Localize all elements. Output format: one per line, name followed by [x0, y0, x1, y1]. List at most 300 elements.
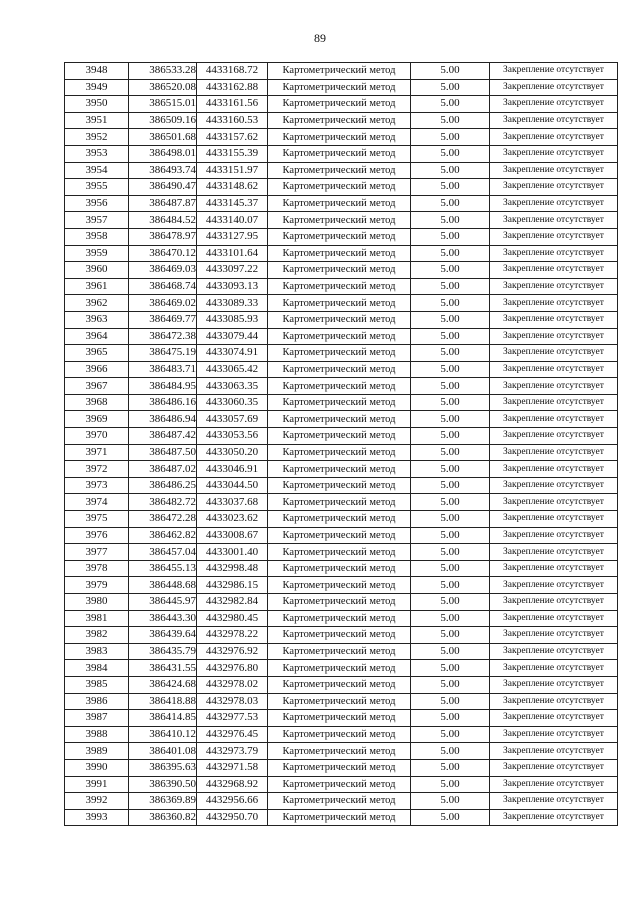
accuracy-cell: 5.00: [411, 328, 490, 345]
y-coordinate-cell: 4433074.91: [197, 345, 268, 362]
x-coordinate-cell: 386457.04: [129, 544, 197, 561]
y-coordinate-cell: 4432978.02: [197, 676, 268, 693]
fixation-description-cell: Закрепление отсутствует: [490, 212, 618, 229]
table-row: [65, 444, 618, 461]
point-number-cell: 3968: [65, 394, 129, 411]
y-coordinate-cell: 4432978.03: [197, 693, 268, 710]
fixation-description-cell: Закрепление отсутствует: [490, 428, 618, 445]
table-row: [65, 179, 618, 196]
y-coordinate-cell: 4433089.33: [197, 295, 268, 312]
point-number-cell: 3962: [65, 295, 129, 312]
y-coordinate-cell: 4433065.42: [197, 361, 268, 378]
table-row: [65, 212, 618, 229]
method-cell: Картометрический метод: [268, 162, 411, 179]
point-number-cell: 3982: [65, 627, 129, 644]
point-number-cell: 3976: [65, 527, 129, 544]
point-number-cell: 3956: [65, 195, 129, 212]
fixation-description-cell: Закрепление отсутствует: [490, 776, 618, 793]
accuracy-cell: 5.00: [411, 212, 490, 229]
accuracy-cell: 5.00: [411, 726, 490, 743]
accuracy-cell: 5.00: [411, 494, 490, 511]
point-number-cell: 3952: [65, 129, 129, 146]
y-coordinate-cell: 4432950.70: [197, 809, 268, 826]
point-number-cell: 3973: [65, 477, 129, 494]
point-number-cell: 3959: [65, 245, 129, 262]
point-number-cell: 3991: [65, 776, 129, 793]
x-coordinate-cell: 386468.74: [129, 278, 197, 295]
point-number-cell: 3988: [65, 726, 129, 743]
accuracy-cell: 5.00: [411, 228, 490, 245]
x-coordinate-cell: 386472.28: [129, 511, 197, 528]
fixation-description-cell: Закрепление отсутствует: [490, 228, 618, 245]
accuracy-cell: 5.00: [411, 145, 490, 162]
table-row: [65, 726, 618, 743]
y-coordinate-cell: 4432976.80: [197, 660, 268, 677]
y-coordinate-cell: 4432998.48: [197, 560, 268, 577]
method-cell: Картометрический метод: [268, 461, 411, 478]
table-row: [65, 112, 618, 129]
table-row: [65, 245, 618, 262]
method-cell: Картометрический метод: [268, 195, 411, 212]
fixation-description-cell: Закрепление отсутствует: [490, 676, 618, 693]
y-coordinate-cell: 4433145.37: [197, 195, 268, 212]
table-row: [65, 361, 618, 378]
x-coordinate-cell: 386487.50: [129, 444, 197, 461]
fixation-description-cell: Закрепление отсутствует: [490, 145, 618, 162]
method-cell: Картометрический метод: [268, 776, 411, 793]
y-coordinate-cell: 4433060.35: [197, 394, 268, 411]
table-row: [65, 461, 618, 478]
x-coordinate-cell: 386533.28: [129, 63, 197, 80]
accuracy-cell: 5.00: [411, 96, 490, 113]
table-row: [65, 577, 618, 594]
fixation-description-cell: Закрепление отсутствует: [490, 262, 618, 279]
accuracy-cell: 5.00: [411, 544, 490, 561]
method-cell: Картометрический метод: [268, 129, 411, 146]
accuracy-cell: 5.00: [411, 511, 490, 528]
fixation-description-cell: Закрепление отсутствует: [490, 710, 618, 727]
method-cell: Картометрический метод: [268, 660, 411, 677]
method-cell: Картометрический метод: [268, 643, 411, 660]
x-coordinate-cell: 386431.55: [129, 660, 197, 677]
y-coordinate-cell: 4432976.92: [197, 643, 268, 660]
fixation-description-cell: Закрепление отсутствует: [490, 311, 618, 328]
x-coordinate-cell: 386486.16: [129, 394, 197, 411]
fixation-description-cell: Закрепление отсутствует: [490, 361, 618, 378]
y-coordinate-cell: 4433101.64: [197, 245, 268, 262]
x-coordinate-cell: 386509.16: [129, 112, 197, 129]
fixation-description-cell: Закрепление отсутствует: [490, 345, 618, 362]
y-coordinate-cell: 4433053.56: [197, 428, 268, 445]
y-coordinate-cell: 4433046.91: [197, 461, 268, 478]
point-number-cell: 3984: [65, 660, 129, 677]
x-coordinate-cell: 386448.68: [129, 577, 197, 594]
table-row: [65, 693, 618, 710]
point-number-cell: 3980: [65, 594, 129, 611]
fixation-description-cell: Закрепление отсутствует: [490, 511, 618, 528]
method-cell: Картометрический метод: [268, 295, 411, 312]
y-coordinate-cell: 4433085.93: [197, 311, 268, 328]
method-cell: Картометрический метод: [268, 793, 411, 810]
x-coordinate-cell: 386414.85: [129, 710, 197, 727]
point-number-cell: 3972: [65, 461, 129, 478]
method-cell: Картометрический метод: [268, 345, 411, 362]
method-cell: Картометрический метод: [268, 527, 411, 544]
x-coordinate-cell: 386470.12: [129, 245, 197, 262]
fixation-description-cell: Закрепление отсутствует: [490, 643, 618, 660]
table-row: [65, 710, 618, 727]
accuracy-cell: 5.00: [411, 610, 490, 627]
table-row: [65, 793, 618, 810]
point-number-cell: 3960: [65, 262, 129, 279]
method-cell: Картометрический метод: [268, 809, 411, 826]
method-cell: Картометрический метод: [268, 112, 411, 129]
fixation-description-cell: Закрепление отсутствует: [490, 195, 618, 212]
x-coordinate-cell: 386445.97: [129, 594, 197, 611]
table-row: [65, 643, 618, 660]
fixation-description-cell: Закрепление отсутствует: [490, 179, 618, 196]
method-cell: Картометрический метод: [268, 278, 411, 295]
x-coordinate-cell: 386469.03: [129, 262, 197, 279]
table-row: [65, 311, 618, 328]
x-coordinate-cell: 386424.68: [129, 676, 197, 693]
accuracy-cell: 5.00: [411, 793, 490, 810]
table-row: [65, 676, 618, 693]
y-coordinate-cell: 4433148.62: [197, 179, 268, 196]
point-number-cell: 3963: [65, 311, 129, 328]
accuracy-cell: 5.00: [411, 394, 490, 411]
x-coordinate-cell: 386520.08: [129, 79, 197, 96]
table-row: [65, 477, 618, 494]
method-cell: Картометрический метод: [268, 710, 411, 727]
y-coordinate-cell: 4433168.72: [197, 63, 268, 80]
accuracy-cell: 5.00: [411, 643, 490, 660]
table-row: [65, 96, 618, 113]
accuracy-cell: 5.00: [411, 129, 490, 146]
table-body: [65, 63, 618, 826]
fixation-description-cell: Закрепление отсутствует: [490, 577, 618, 594]
table-row: [65, 394, 618, 411]
table-row: [65, 378, 618, 395]
x-coordinate-cell: 386493.74: [129, 162, 197, 179]
accuracy-cell: 5.00: [411, 411, 490, 428]
table-row: [65, 511, 618, 528]
y-coordinate-cell: 4432982.84: [197, 594, 268, 611]
point-number-cell: 3969: [65, 411, 129, 428]
fixation-description-cell: Закрепление отсутствует: [490, 594, 618, 611]
x-coordinate-cell: 386486.94: [129, 411, 197, 428]
x-coordinate-cell: 386401.08: [129, 743, 197, 760]
point-number-cell: 3978: [65, 560, 129, 577]
method-cell: Картометрический метод: [268, 627, 411, 644]
y-coordinate-cell: 4432971.58: [197, 759, 268, 776]
y-coordinate-cell: 4432977.53: [197, 710, 268, 727]
x-coordinate-cell: 386515.01: [129, 96, 197, 113]
x-coordinate-cell: 386490.47: [129, 179, 197, 196]
fixation-description-cell: Закрепление отсутствует: [490, 378, 618, 395]
point-number-cell: 3957: [65, 212, 129, 229]
point-number-cell: 3950: [65, 96, 129, 113]
y-coordinate-cell: 4432976.45: [197, 726, 268, 743]
method-cell: Картометрический метод: [268, 610, 411, 627]
y-coordinate-cell: 4433001.40: [197, 544, 268, 561]
accuracy-cell: 5.00: [411, 345, 490, 362]
point-number-cell: 3977: [65, 544, 129, 561]
point-number-cell: 3987: [65, 710, 129, 727]
y-coordinate-cell: 4433023.62: [197, 511, 268, 528]
table-row: [65, 743, 618, 760]
method-cell: Картометрический метод: [268, 79, 411, 96]
fixation-description-cell: Закрепление отсутствует: [490, 245, 618, 262]
table-row: [65, 63, 618, 80]
fixation-description-cell: Закрепление отсутствует: [490, 560, 618, 577]
accuracy-cell: 5.00: [411, 627, 490, 644]
y-coordinate-cell: 4432956.66: [197, 793, 268, 810]
y-coordinate-cell: 4433161.56: [197, 96, 268, 113]
x-coordinate-cell: 386484.95: [129, 378, 197, 395]
table-row: [65, 228, 618, 245]
method-cell: Картометрический метод: [268, 759, 411, 776]
fixation-description-cell: Закрепление отсутствует: [490, 477, 618, 494]
x-coordinate-cell: 386455.13: [129, 560, 197, 577]
method-cell: Картометрический метод: [268, 145, 411, 162]
fixation-description-cell: Закрепление отсутствует: [490, 544, 618, 561]
point-number-cell: 3967: [65, 378, 129, 395]
method-cell: Картометрический метод: [268, 228, 411, 245]
accuracy-cell: 5.00: [411, 262, 490, 279]
fixation-description-cell: Закрепление отсутствует: [490, 63, 618, 80]
point-number-cell: 3949: [65, 79, 129, 96]
point-number-cell: 3953: [65, 145, 129, 162]
accuracy-cell: 5.00: [411, 660, 490, 677]
method-cell: Картометрический метод: [268, 212, 411, 229]
x-coordinate-cell: 386439.64: [129, 627, 197, 644]
method-cell: Картометрический метод: [268, 394, 411, 411]
y-coordinate-cell: 4433079.44: [197, 328, 268, 345]
fixation-description-cell: Закрепление отсутствует: [490, 112, 618, 129]
accuracy-cell: 5.00: [411, 776, 490, 793]
accuracy-cell: 5.00: [411, 278, 490, 295]
coordinates-table: [64, 62, 618, 826]
x-coordinate-cell: 386418.88: [129, 693, 197, 710]
fixation-description-cell: Закрепление отсутствует: [490, 809, 618, 826]
fixation-description-cell: Закрепление отсутствует: [490, 627, 618, 644]
table-row: [65, 345, 618, 362]
accuracy-cell: 5.00: [411, 311, 490, 328]
point-number-cell: 3983: [65, 643, 129, 660]
point-number-cell: 3955: [65, 179, 129, 196]
fixation-description-cell: Закрепление отсутствует: [490, 411, 618, 428]
accuracy-cell: 5.00: [411, 809, 490, 826]
accuracy-cell: 5.00: [411, 710, 490, 727]
table-row: [65, 594, 618, 611]
method-cell: Картометрический метод: [268, 311, 411, 328]
method-cell: Картометрический метод: [268, 361, 411, 378]
y-coordinate-cell: 4433151.97: [197, 162, 268, 179]
x-coordinate-cell: 386390.50: [129, 776, 197, 793]
y-coordinate-cell: 4432968.92: [197, 776, 268, 793]
table-row: [65, 145, 618, 162]
y-coordinate-cell: 4433157.62: [197, 129, 268, 146]
point-number-cell: 3971: [65, 444, 129, 461]
method-cell: Картометрический метод: [268, 262, 411, 279]
fixation-description-cell: Закрепление отсутствует: [490, 278, 618, 295]
accuracy-cell: 5.00: [411, 743, 490, 760]
x-coordinate-cell: 386483.71: [129, 361, 197, 378]
x-coordinate-cell: 386482.72: [129, 494, 197, 511]
fixation-description-cell: Закрепление отсутствует: [490, 295, 618, 312]
point-number-cell: 3964: [65, 328, 129, 345]
table-row: [65, 295, 618, 312]
method-cell: Картометрический метод: [268, 63, 411, 80]
table-row: [65, 195, 618, 212]
method-cell: Картометрический метод: [268, 96, 411, 113]
point-number-cell: 3979: [65, 577, 129, 594]
point-number-cell: 3948: [65, 63, 129, 80]
method-cell: Картометрический метод: [268, 726, 411, 743]
accuracy-cell: 5.00: [411, 428, 490, 445]
fixation-description-cell: Закрепление отсутствует: [490, 96, 618, 113]
table-row: [65, 328, 618, 345]
method-cell: Картометрический метод: [268, 328, 411, 345]
y-coordinate-cell: 4432973.79: [197, 743, 268, 760]
accuracy-cell: 5.00: [411, 195, 490, 212]
method-cell: Картометрический метод: [268, 577, 411, 594]
method-cell: Картометрический метод: [268, 378, 411, 395]
point-number-cell: 3981: [65, 610, 129, 627]
accuracy-cell: 5.00: [411, 560, 490, 577]
table-row: [65, 527, 618, 544]
point-number-cell: 3951: [65, 112, 129, 129]
point-number-cell: 3985: [65, 676, 129, 693]
fixation-description-cell: Закрепление отсутствует: [490, 444, 618, 461]
point-number-cell: 3954: [65, 162, 129, 179]
table-row: [65, 79, 618, 96]
accuracy-cell: 5.00: [411, 378, 490, 395]
x-coordinate-cell: 386469.77: [129, 311, 197, 328]
fixation-description-cell: Закрепление отсутствует: [490, 494, 618, 511]
y-coordinate-cell: 4433093.13: [197, 278, 268, 295]
x-coordinate-cell: 386443.30: [129, 610, 197, 627]
point-number-cell: 3965: [65, 345, 129, 362]
method-cell: Картометрический метод: [268, 544, 411, 561]
table-row: [65, 544, 618, 561]
fixation-description-cell: Закрепление отсутствует: [490, 793, 618, 810]
method-cell: Картометрический метод: [268, 693, 411, 710]
y-coordinate-cell: 4433044.50: [197, 477, 268, 494]
table-row: [65, 411, 618, 428]
x-coordinate-cell: 386369.89: [129, 793, 197, 810]
x-coordinate-cell: 386487.87: [129, 195, 197, 212]
accuracy-cell: 5.00: [411, 594, 490, 611]
y-coordinate-cell: 4433063.35: [197, 378, 268, 395]
x-coordinate-cell: 386395.63: [129, 759, 197, 776]
point-number-cell: 3958: [65, 228, 129, 245]
y-coordinate-cell: 4433162.88: [197, 79, 268, 96]
x-coordinate-cell: 386487.42: [129, 428, 197, 445]
point-number-cell: 3993: [65, 809, 129, 826]
x-coordinate-cell: 386469.02: [129, 295, 197, 312]
method-cell: Картометрический метод: [268, 179, 411, 196]
table-row: [65, 627, 618, 644]
fixation-description-cell: Закрепление отсутствует: [490, 693, 618, 710]
x-coordinate-cell: 386487.02: [129, 461, 197, 478]
accuracy-cell: 5.00: [411, 461, 490, 478]
table-row: [65, 776, 618, 793]
table-row: [65, 162, 618, 179]
accuracy-cell: 5.00: [411, 162, 490, 179]
x-coordinate-cell: 386462.82: [129, 527, 197, 544]
accuracy-cell: 5.00: [411, 79, 490, 96]
y-coordinate-cell: 4433097.22: [197, 262, 268, 279]
point-number-cell: 3989: [65, 743, 129, 760]
method-cell: Картометрический метод: [268, 676, 411, 693]
point-number-cell: 3992: [65, 793, 129, 810]
table-row: [65, 610, 618, 627]
method-cell: Картометрический метод: [268, 560, 411, 577]
fixation-description-cell: Закрепление отсутствует: [490, 129, 618, 146]
x-coordinate-cell: 386410.12: [129, 726, 197, 743]
fixation-description-cell: Закрепление отсутствует: [490, 610, 618, 627]
method-cell: Картометрический метод: [268, 245, 411, 262]
method-cell: Картометрический метод: [268, 477, 411, 494]
y-coordinate-cell: 4433008.67: [197, 527, 268, 544]
accuracy-cell: 5.00: [411, 477, 490, 494]
fixation-description-cell: Закрепление отсутствует: [490, 759, 618, 776]
accuracy-cell: 5.00: [411, 693, 490, 710]
y-coordinate-cell: 4433050.20: [197, 444, 268, 461]
accuracy-cell: 5.00: [411, 577, 490, 594]
accuracy-cell: 5.00: [411, 444, 490, 461]
y-coordinate-cell: 4433127.95: [197, 228, 268, 245]
table-row: [65, 129, 618, 146]
point-number-cell: 3966: [65, 361, 129, 378]
y-coordinate-cell: 4433160.53: [197, 112, 268, 129]
method-cell: Картометрический метод: [268, 743, 411, 760]
fixation-description-cell: Закрепление отсутствует: [490, 394, 618, 411]
x-coordinate-cell: 386360.82: [129, 809, 197, 826]
point-number-cell: 3986: [65, 693, 129, 710]
table-row: [65, 560, 618, 577]
table-row: [65, 494, 618, 511]
method-cell: Картометрический метод: [268, 511, 411, 528]
table-row: [65, 660, 618, 677]
accuracy-cell: 5.00: [411, 179, 490, 196]
method-cell: Картометрический метод: [268, 444, 411, 461]
fixation-description-cell: Закрепление отсутствует: [490, 743, 618, 760]
y-coordinate-cell: 4432986.15: [197, 577, 268, 594]
fixation-description-cell: Закрепление отсутствует: [490, 162, 618, 179]
table-row: [65, 278, 618, 295]
y-coordinate-cell: 4433155.39: [197, 145, 268, 162]
accuracy-cell: 5.00: [411, 676, 490, 693]
y-coordinate-cell: 4432978.22: [197, 627, 268, 644]
x-coordinate-cell: 386486.25: [129, 477, 197, 494]
x-coordinate-cell: 386472.38: [129, 328, 197, 345]
y-coordinate-cell: 4432980.45: [197, 610, 268, 627]
point-number-cell: 3970: [65, 428, 129, 445]
accuracy-cell: 5.00: [411, 361, 490, 378]
accuracy-cell: 5.00: [411, 245, 490, 262]
point-number-cell: 3975: [65, 511, 129, 528]
y-coordinate-cell: 4433057.69: [197, 411, 268, 428]
method-cell: Картометрический метод: [268, 411, 411, 428]
y-coordinate-cell: 4433037.68: [197, 494, 268, 511]
point-number-cell: 3961: [65, 278, 129, 295]
fixation-description-cell: Закрепление отсутствует: [490, 527, 618, 544]
fixation-description-cell: Закрепление отсутствует: [490, 660, 618, 677]
y-coordinate-cell: 4433140.07: [197, 212, 268, 229]
